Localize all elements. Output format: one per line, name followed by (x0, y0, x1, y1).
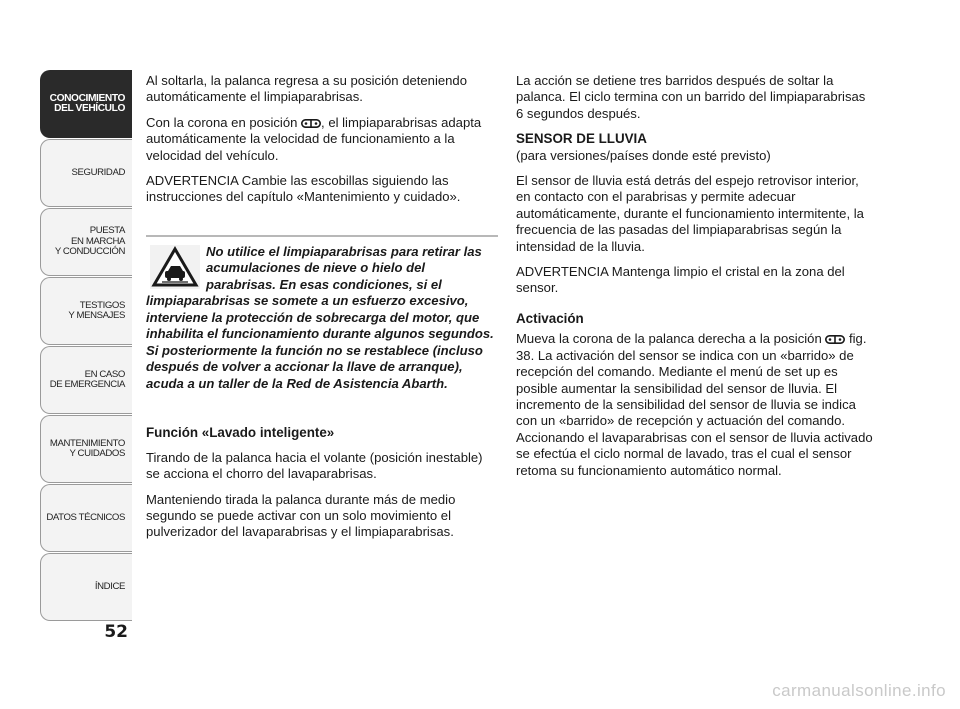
tab-conocimiento-del-vehiculo[interactable]: CONOCIMIENTO DEL VEHÍCULO (40, 70, 132, 138)
text-span: fig. 38. La activación del sensor se indica con un «barrido» de recepción del comando. Mediante el menú de set up es posible aumentar la sensibilidad del sensor de lluvia. El incremento de la sensibilidad del sensor de lluvia se indica con un «barrido» de recepción y actuación del comando. Accionando el lavaparabrisas con el sensor de lluvia activado se efectúa el ciclo normal de lavado, tras el cual el sensor retoma su funcionamiento automático normal. (516, 331, 873, 478)
paragraph: El sensor de lluvia está detrás del espejo retrovisor interior, en contacto con el parabrisas y permite adecuar automáticamente, durante el funcionamiento intermitente, la frecuencia de las pasadas del limpiaparabrisas según la intensidad de la lluvia. (516, 173, 864, 254)
subsection-heading: Activación (516, 310, 584, 326)
paragraph: ADVERTENCIA Mantenga limpio el cristal en la zona del sensor. (516, 264, 845, 296)
tab-indice[interactable]: ÍNDICE (40, 553, 132, 621)
tab-seguridad[interactable]: SEGURIDAD (40, 139, 132, 207)
tab-puesta-en-marcha[interactable]: PUESTA EN MARCHA Y CONDUCCIÓN (40, 208, 132, 276)
section-heading: SENSOR DE LLUVIA (516, 131, 647, 147)
text-span: Mueva la corona de la palanca derecha a la posición (516, 331, 826, 347)
paragraph (516, 331, 876, 479)
auto-wiper-position-icon (825, 332, 845, 341)
paragraph: Tirando de la palanca hacia el volante (posición inestable) se acciona el chorro del lavaparabrisas. (146, 449, 483, 482)
warning-box (146, 235, 498, 393)
paragraph: Manteniendo tirada la palanca durante más de medio segundo se puede activar con un solo movimiento el pulverizador del lavaparabrisas y el limpiaparabrisas. (146, 491, 456, 540)
text-span: Con la corona en posición (146, 114, 302, 130)
warning-text: No utilice el limpiaparabrisas para retirar las acumulaciones de nieve o hielo del parabrisas. En esas condiciones, si el limpiaparabrisas se somete a un esfuerzo excesivo, interviene la protección de sobrecarga del motor, que inhabilita el funcionamiento durante algunos segundos. Si posteriormente la función no se restablece (incluso después de volver a accionar la llave de arranque), acuda a un taller de la Red de Asistencia Abarth. (146, 243, 494, 391)
page-number: 52 (104, 622, 128, 642)
section-tabs (40, 70, 132, 622)
watermark: carmanualsonline.info (772, 681, 946, 700)
paragraph: ADVERTENCIA Cambie las escobillas siguiendo las instrucciones del capítulo «Mantenimiento y cuidado». (146, 173, 461, 205)
tab-mantenimiento-y-cuidados[interactable]: MANTENIMIENTO Y CUIDADOS (40, 415, 132, 483)
section-heading: Función «Lavado inteligente» (146, 425, 335, 441)
left-column (146, 73, 498, 550)
paragraph: Al soltarla, la palanca regresa a su posición deteniendo automáticamente el limpiaparabrisas. (146, 73, 468, 105)
right-column (516, 73, 876, 488)
auto-wiper-position-icon (301, 116, 321, 125)
heading-note: (para versiones/países donde esté previsto) (516, 147, 771, 163)
tab-en-caso-de-emergencia[interactable]: EN CASO DE EMERGENCIA (40, 346, 132, 414)
tab-datos-tecnicos[interactable]: DATOS TÉCNICOS (40, 484, 132, 552)
car-warning-triangle-icon (150, 245, 200, 289)
paragraph: La acción se detiene tres barridos después de soltar la palanca. El ciclo termina con un barrido del limpiaparabrisas 6 segundos después. (516, 73, 866, 121)
tab-testigos-y-mensajes[interactable]: TESTIGOS Y MENSAJES (40, 277, 132, 345)
paragraph (146, 115, 498, 164)
text-span: , el limpiaparabrisas adapta automáticamente la velocidad de funcionamiento a la velocidad del vehículo. (146, 114, 482, 163)
